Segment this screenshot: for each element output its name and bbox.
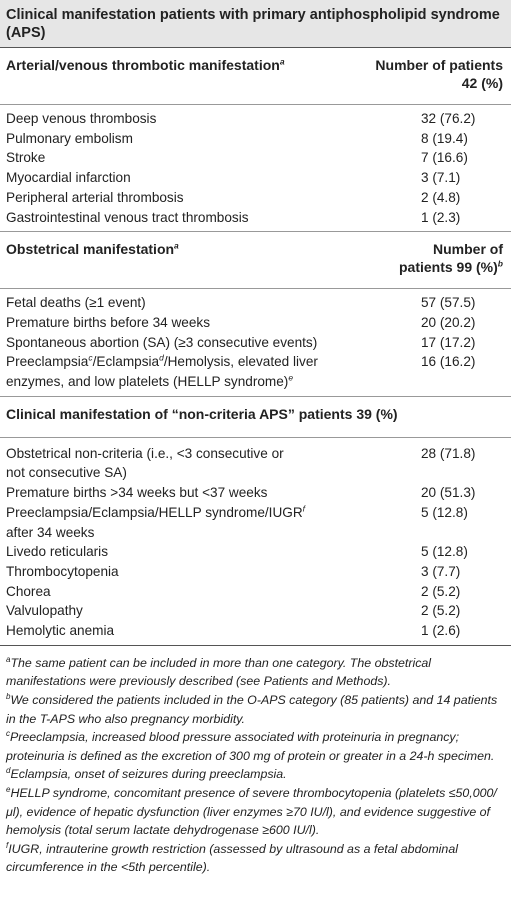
row-value: 3 (7.1) (421, 170, 461, 186)
header-count: Number of patients 99 (%)$^b$ (398, 241, 503, 276)
row-value: 5 (12.8) (421, 544, 468, 560)
footnote-mark: d (6, 766, 11, 776)
thrombotic-rows (0, 105, 511, 227)
table-title: Clinical manifestation patients with primary antiphospholipid syndrome (APS) (0, 0, 511, 47)
row-label: Peripheral arterial thrombosis (6, 189, 184, 205)
footnotes (0, 646, 511, 877)
table-row (6, 601, 503, 621)
row-label: Myocardial infarction (6, 170, 131, 186)
footnote (6, 784, 503, 840)
footnote-mark: f (6, 840, 9, 850)
table-row (6, 621, 503, 641)
row-label: Spontaneous abortion (SA) (≥3 consecutive events) (6, 334, 318, 350)
row-value: 2 (4.8) (421, 189, 461, 205)
table-row (6, 109, 503, 129)
footnote (6, 654, 503, 691)
row-label: Gastrointestinal venous tract thrombosis (6, 209, 249, 225)
table-row (6, 503, 503, 542)
footnote-mark: e (6, 784, 11, 794)
footnote-text: Preeclampsia, increased blood pressure associated with proteinuria in pregnancy; proteinuria is defined as the excretion of 300 mg of protein or greater in a 24-h specimen. (6, 730, 495, 763)
row-value: 7 (16.6) (421, 150, 468, 166)
row-label: Hemolytic anemia (6, 623, 115, 639)
row-label: Chorea (6, 583, 51, 599)
table-row (6, 444, 503, 483)
row-value: 5 (12.8) (421, 504, 468, 520)
table-row (6, 483, 503, 503)
row-value: 28 (71.8) (421, 445, 476, 461)
row-value: 3 (7.7) (421, 563, 461, 579)
obstetrical-rows (0, 289, 511, 392)
section-header-thrombotic (0, 48, 511, 100)
row-value: 16 (16.2) (421, 354, 476, 370)
row-label: Deep venous thrombosis (6, 111, 157, 126)
row-label: Preeclampsia$^c$/Eclampsia$^d$/Hemolysis, elevated liver enzymes, and low platelets (HELLP syndrome)$^e$ (6, 352, 318, 390)
table-row (6, 313, 503, 333)
row-label: Preeclampsia/Eclampsia/HELLP syndrome/IUGR$^f$ after 34 weeks (6, 503, 306, 540)
row-value: 32 (76.2) (421, 111, 476, 126)
row-label: Premature births >34 weeks but <37 weeks (6, 485, 268, 501)
table-row (6, 352, 503, 391)
row-label: Pulmonary embolism (6, 130, 133, 146)
header-count: Number of patients 42 (%) (375, 57, 503, 91)
row-value: 1 (2.6) (421, 623, 461, 639)
row-label: Fetal deaths (≥1 event) (6, 295, 146, 311)
footnote-mark: b (6, 691, 11, 701)
row-value: 8 (19.4) (421, 130, 468, 146)
row-value: 2 (5.2) (421, 583, 461, 599)
header-label: Clinical manifestation of “non-criteria APS” patients 39 (%) (6, 405, 398, 422)
row-label: Obstetrical non-criteria (i.e., <3 consecutive or not consecutive SA) (6, 445, 284, 481)
footnote-mark: c (6, 729, 10, 739)
table-row (6, 562, 503, 582)
row-label: Premature births before 34 weeks (6, 314, 211, 330)
footnote-text: Eclampsia, onset of seizures during preeclampsia. (10, 767, 287, 782)
header-label: Arterial/venous thrombotic manifestation$^a$ (6, 56, 285, 73)
row-value: 57 (57.5) (421, 295, 476, 311)
footnote (6, 765, 503, 784)
footnote-mark: a (6, 654, 11, 664)
row-value: 2 (5.2) (421, 603, 461, 619)
row-label: Livedo reticularis (6, 544, 108, 560)
table-row (6, 293, 503, 313)
table-row (6, 188, 503, 208)
footnote-text: IUGR, intrauterine growth restriction (assessed by ultrasound as a fetal abdominal circumference in the <5th percentile). (6, 841, 458, 875)
row-label: Valvulopathy (6, 603, 83, 619)
table-row (6, 333, 503, 353)
table-row (6, 168, 503, 188)
footnote (6, 691, 503, 728)
section-header-non-criteria (0, 397, 511, 429)
footnote (6, 840, 503, 877)
table-row (6, 129, 503, 149)
row-value: 17 (17.2) (421, 334, 476, 350)
non-criteria-rows (0, 438, 511, 641)
table-row (6, 582, 503, 602)
row-label: Stroke (6, 150, 46, 166)
table-row (6, 208, 503, 228)
section-header-obstetrical (0, 232, 511, 284)
table-row (6, 542, 503, 562)
header-label: Obstetrical manifestation$^a$ (6, 240, 179, 258)
footnote-text: The same patient can be included in more than one category. The obstetrical manifestations were previously described (see Patients and Methods). (6, 655, 432, 689)
row-value: 20 (51.3) (421, 485, 476, 501)
row-label: Thrombocytopenia (6, 563, 119, 579)
footnote-text: We considered the patients included in the O-APS category (85 patients) and 14 patients in the T-APS who also pregnancy morbidity. (6, 692, 498, 726)
row-value: 1 (2.3) (421, 209, 461, 225)
footnote (6, 728, 503, 765)
table-row (6, 148, 503, 168)
footnote-text: HELLP syndrome, concomitant presence of severe thrombocytopenia (platelets ≤50,000/μl), evidence of hepatic dysfunction (liver enzymes ≥70 IU/l), and evidence suggestive of hemolysis (total serum lactate dehydrogenase ≥600 IU/l). (6, 785, 497, 838)
row-value: 20 (20.2) (421, 314, 476, 330)
